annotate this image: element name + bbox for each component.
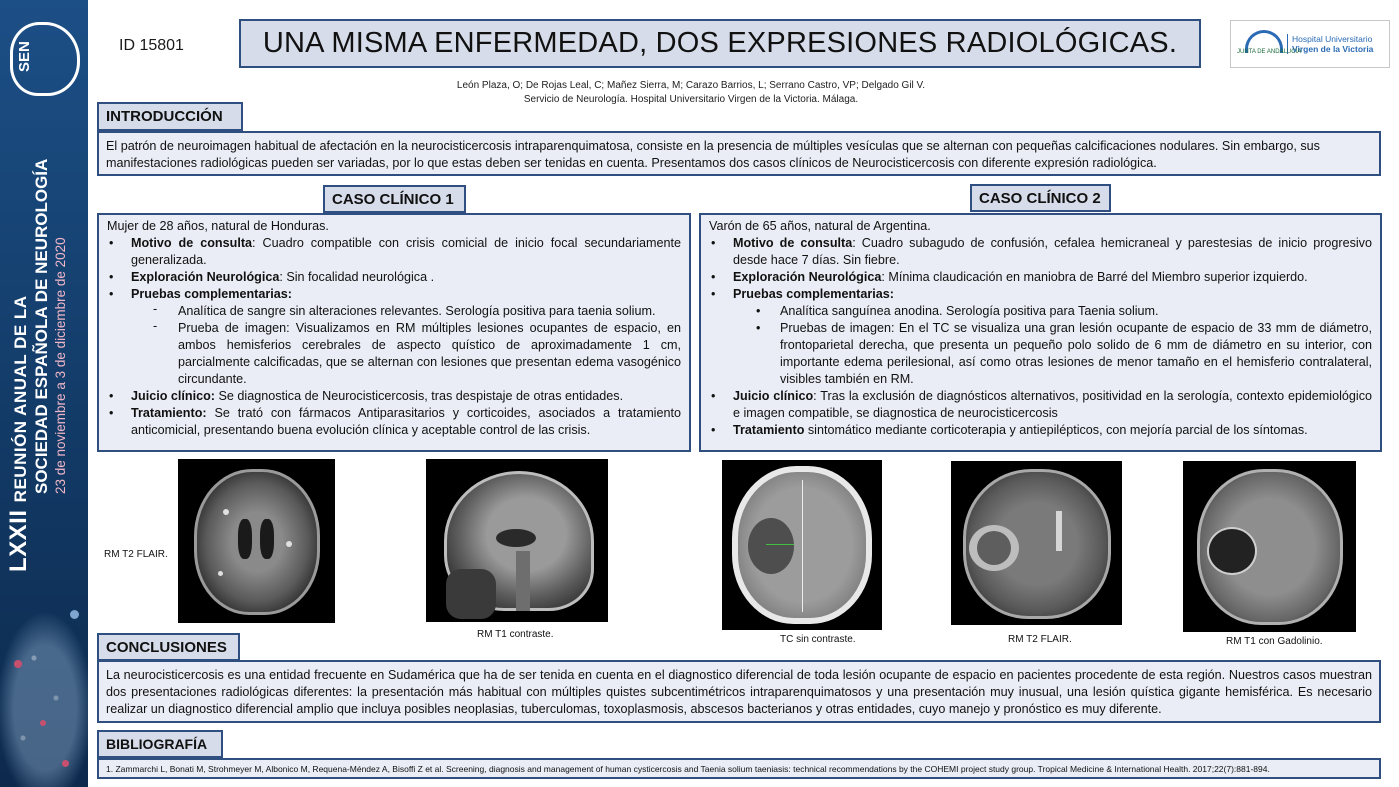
intro-heading: INTRODUCCIÓN xyxy=(97,102,243,131)
conference-title xyxy=(5,158,70,572)
case2-juicio: • Juicio clínico: Tras la exclusión de diagnósticos alternativos, positividad en la serología, contexto epidemiológico e imagen compatible, se diagnostica de neurocisticercosis xyxy=(709,388,1372,422)
poster-title-box xyxy=(239,19,1201,68)
case2-motivo: • Motivo de consulta: Cuadro subagudo de confusión, cefalea hemicraneal y parestesias de inicio progresivo desde hace 7 días. Sin fiebre. xyxy=(709,235,1372,269)
case2-pruebas-imagen: • Pruebas de imagen: En el TC se visualiza una gran lesión ocupante de espacio de 33 mm de diámetro, frontoparietal derecha, que presenta un pequeño polo solido de 6 mm de diámetro en su interior, con importante edema perilesional, así como otras lesiones de menor tamaño en el hemisferio contralateral, visibles también en RM. xyxy=(709,320,1372,388)
hospital-name: Hospital Universitario Virgen de la Victoria xyxy=(1287,34,1373,54)
bibliography-ref1: 1. Zammarchi L, Bonati M, Strohmeyer M, Albonico M, Requena-Méndez A, Bisoffi Z et al. Screening, diagnosis and management of human cysticercosis and Taenia solium taeniasis: technical recommendations by the COHEMI project study group. Tropical Medicine & International Health. 2017;22(7):881-894. xyxy=(97,758,1381,779)
c2-flair-image xyxy=(951,461,1122,625)
case1-exploracion: • Exploración Neurológica: Sin focalidad neurológica . xyxy=(107,269,681,286)
case1-juicio: • Juicio clínico: Se diagnostica de Neurocisticercosis, tras despistaje de otras entidades. xyxy=(107,388,681,405)
case1-pruebas-imagen: - Prueba de imagen: Visualizamos en RM múltiples lesiones ocupantes de espacio, en ambos hemisferios cerebrales de aspecto quístico de aproximadamente 1 cm, parcialmente calcificadas, que se alternan con lesiones que presentan edema vasogénico circundante. xyxy=(107,320,681,388)
conclusions-heading: CONCLUSIONES xyxy=(97,633,240,661)
case1-tratamiento: • Tratamiento: Se trató con fármacos Antiparasitarios y corticoides, asociados a tratamiento anticomicial, presentando buena evolución clínica y aceptable control de las crisis. xyxy=(107,405,681,439)
case2-body xyxy=(699,213,1382,452)
case2-tratamiento: • Tratamiento sintomático mediante corticoterapia y antiepilépticos, con mejoría parcial de los síntomas. xyxy=(709,422,1372,439)
intro-text: El patrón de neuroimagen habitual de afectación en la neurocisticercosis intraparenquimatosa, consiste en la presencia de múltiples vesículas que se alternan con pequeñas calcificaciones nodulares. Sin embargo, sus manifestaciones radiológicas pueden ser variadas, por lo que estas deben ser tenidas en cuenta. Presentamos dos casos clínicos de Neurocisticercosis con diferente expresión radiológica. xyxy=(97,131,1381,176)
conference-title-line2: SOCIEDAD ESPAÑOLA DE NEUROLOGÍA xyxy=(32,158,51,494)
c2-tc-image xyxy=(722,460,882,630)
c1-flair-caption: RM T2 FLAIR. xyxy=(104,549,168,560)
case2-intro: Varón de 65 años, natural de Argentina. xyxy=(709,219,931,233)
case1-heading: CASO CLÍNICO 1 xyxy=(323,185,466,213)
poster-title: UNA MISMA ENFERMEDAD, DOS EXPRESIONES RADIOLÓGICAS. xyxy=(262,27,1178,59)
case2-pruebas: • Pruebas complementarias: xyxy=(709,286,1372,303)
case1-intro: Mujer de 28 años, natural de Honduras. xyxy=(107,219,329,233)
case1-pruebas: • Pruebas complementarias: xyxy=(107,286,681,303)
case2-heading: CASO CLÍNICO 2 xyxy=(970,184,1111,212)
case1-motivo: • Motivo de consulta: Cuadro compatible con crisis comicial de inicio focal secundariamente generalizada. xyxy=(107,235,681,269)
c1-flair-image xyxy=(178,459,335,623)
conference-dates: 23 de noviembre a 3 de diciembre de 2020 xyxy=(53,237,68,494)
bibliography-heading: BIBLIOGRAFÍA xyxy=(97,730,223,758)
case2-exploracion: • Exploración Neurológica: Mínima claudicación en maniobra de Barré del Miembro superior izquierdo. xyxy=(709,269,1372,286)
brain-illustration-icon xyxy=(0,598,88,787)
case2-pruebas-analitica: • Analítica sanguínea anodina. Serología positiva para Taenia solium. xyxy=(709,303,1372,320)
authors: León Plaza, O; De Rojas Leal, C; Mañez Sierra, M; Carazo Barrios, L; Serrano Castro, VP; Delgado Gil V. xyxy=(456,80,926,91)
hospital-emblem-icon xyxy=(1237,26,1287,62)
case1-pruebas-analitica: - Analítica de sangre sin alteraciones relevantes. Serología positiva para taenia solium. xyxy=(107,303,681,320)
case2-list xyxy=(709,235,1372,439)
c1-t1-caption: RM T1 contraste. xyxy=(477,629,554,640)
authors-block xyxy=(300,79,1082,107)
case1-body xyxy=(97,213,691,452)
c2-tc-caption: TC sin contraste. xyxy=(780,634,856,645)
conference-title-line1: REUNIÓN ANUAL DE LA xyxy=(11,295,30,503)
sen-logo-text: SEN xyxy=(16,41,33,72)
conference-edition: LXXII xyxy=(5,509,32,572)
junta-label: JUNTA DE ANDALUCIA xyxy=(1237,49,1302,55)
hospital-logo xyxy=(1230,20,1390,68)
poster-id: ID 15801 xyxy=(119,37,184,54)
c2-t1-caption: RM T1 con Gadolinio. xyxy=(1226,636,1323,647)
affiliation: Servicio de Neurología. Hospital Universitario Virgen de la Victoria. Málaga. xyxy=(523,94,859,105)
c2-t1-image xyxy=(1183,461,1356,632)
case1-list xyxy=(107,235,681,439)
c2-flair-caption: RM T2 FLAIR. xyxy=(1008,634,1072,645)
c1-t1-image xyxy=(426,459,608,622)
conclusions-text: La neurocisticercosis es una entidad frecuente en Sudamérica que ha de ser tenida en cuenta en el diagnostico diferencial de toda lesión ocupante de espacio en pacientes procedente de esta región. Nuestros casos muestran dos presentaciones radiológicas diferentes: la presentación más habitual con múltiples quistes subcentimétricos intraparenquimatosos y una presentación muy inusual, una lesión quística gigante hemisférica. Es necesario realizar un diagnostico diferencial amplio que incluya posibles neoplasias, tuberculomas, toxoplasmosis, abscesos bacterianos y otras entidades, cuyo manejo y pronóstico es muy diferente. xyxy=(97,660,1381,723)
conference-banner xyxy=(0,0,88,787)
